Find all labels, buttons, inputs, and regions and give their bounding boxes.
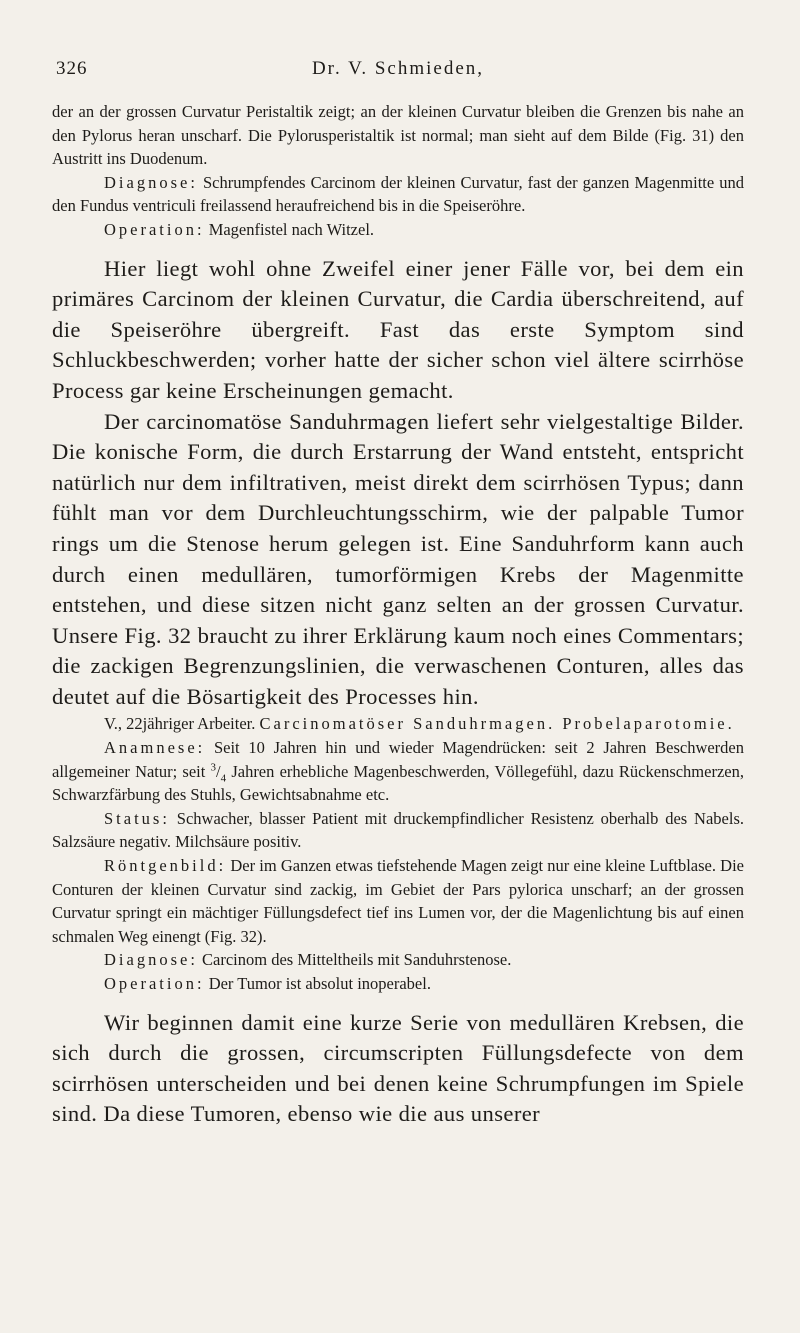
operation-text-2: Der Tumor ist absolut inoperabel. [204, 974, 431, 993]
running-title: Dr. V. Schmieden, [311, 58, 485, 79]
fraction-numerator: 3 [210, 761, 217, 774]
xray-paragraph [52, 854, 744, 948]
sanduhrmagen-paragraph: Der carcinomatöse Sanduhrmagen liefert sehr vielgestaltige Bilder. Die konische Form, die durch Erstarrung der Wand entsteht, entspricht natürlich nur dem infiltrativen, meist direkt dem scirrhösen Typus; dann fühlt man vor dem Durchleuchtungsschirm, wie der palpable Tumor rings um die Stenose herum gelegen ist. Eine Sanduhrform kann auch durch einen medullären, tumorförmigen Krebs der Magenmitte entstehen, und diese sitzen nicht ganz selten an der grossen Curvatur. Unsere Fig. 32 braucht zu ihrer Erklärung kaum noch eines Commentars; die zackigen Begrenzungslinien, die verwaschenen Conturen, alles das deutet auf die Bösartigkeit des Processes hin. [52, 408, 744, 709]
diagnosis-text: Schrumpfendes Carcinom der kleinen Curvatur, fast der ganzen Magenmitte und den Fundus ventriculi freilassend heraufreichend bis in die Speiseröhre. [52, 172, 744, 216]
book-page [52, 58, 744, 1130]
page-number: 326 [56, 58, 88, 79]
operation-paragraph [52, 218, 744, 242]
discussion-paragraph: Hier liegt wohl ohne Zweifel einer jener Fälle vor, bei dem ein primäres Carcinom der kleinen Curvatur, die Cardia überschreitend, auf die Speiseröhre übergreift. Fast das erste Symptom sind Schluckbeschwerden; vorher hatte der sicher schon viel ältere scirrhöse Process gar keine Erscheinungen gemacht. [52, 255, 744, 403]
diagnosis-paragraph-2 [52, 948, 744, 972]
status-paragraph [52, 807, 744, 854]
operation-text: Magenfistel nach Witzel. [204, 219, 375, 239]
operation-paragraph-2 [52, 972, 744, 996]
case-paragraph-continued: der an der grossen Curvatur Peristaltik zeigt; an der kleinen Curvatur bleiben die Grenzen bis nahe an den Pylorus heran unscharf. Die Pylorusperistaltik ist normal; man sieht auf dem Bilde (Fig. 31) den Austritt ins Duodenum. [52, 102, 744, 169]
case-prefix: V., 22jähriger Arbeiter. [104, 714, 260, 734]
diagnosis-text-2: Carcinom des Mitteltheils mit Sanduhrstenose. [197, 950, 512, 970]
operation-label: Operation: [104, 219, 205, 239]
anamnesis-paragraph: Anamnese: Seit 10 Jahren hin und wieder Magendrücken: seit 2 Jahren Beschwerden allgemeiner Natur; seit $^3/_4$ Jahren erhebliche Magenbeschwerden, Völlegefühl, dazu Rückenschmerzen, Schwarzfärbung des Stuhls, Gewichtsabnahme etc. [52, 738, 744, 805]
xray-text: Der im Ganzen etwas tiefstehende Magen zeigt nur eine kleine Luftblase. Die Conturen der kleinen Curvatur sind zackig, im Gebiet der Pars pylorica unscharf; an der grossen Curvatur springt ein mächtiger Füllungsdefect tief ins Lumen vor, der die Magenlichtung bis auf einen schmalen Weg einengt (Fig. 32). [52, 856, 744, 946]
diagnosis-paragraph [52, 171, 744, 218]
status-label: Status: [104, 808, 170, 828]
anamnesis-label: Anamnese: [104, 738, 206, 758]
anamnesis-text-b: Jahren erhebliche Magenbeschwerden, Völlegefühl, dazu Rückenschmerzen, Schwarzfärbung des Stuhls, Gewichtsabnahme etc. [52, 761, 744, 805]
xray-label: Röntgenbild: [104, 856, 227, 876]
diagnosis-label: Diagnose: [104, 172, 198, 192]
medullary-paragraph: Wir beginnen damit eine kurze Serie von medullären Krebsen, die sich durch die grossen, circumscripten Füllungsdefecte von dem scirrhösen unterscheiden und bei denen keine Schrumpfungen im Spiele sind. Da diese Tumoren, ebenso wie die aus unserer [52, 1009, 744, 1127]
operation-label-2: Operation: [104, 974, 205, 993]
diagnosis-label-2: Diagnose: [104, 950, 198, 970]
case-heading [52, 712, 744, 736]
status-text: Schwacher, blasser Patient mit druckempfindlicher Resistenz oberhalb des Nabels. Salzsäure negativ. Milchsäure positiv. [52, 808, 744, 852]
anamnesis-text-a: Seit 10 Jahren hin und wieder Magendrücken: seit 2 Jahren Beschwerden allgemeiner Natur; seit [52, 738, 744, 781]
case-title: Carcinomatöser Sanduhrmagen. Probelaparotomie. [259, 714, 735, 734]
page-header [52, 58, 744, 88]
fraction-denominator: 4 [220, 771, 227, 784]
